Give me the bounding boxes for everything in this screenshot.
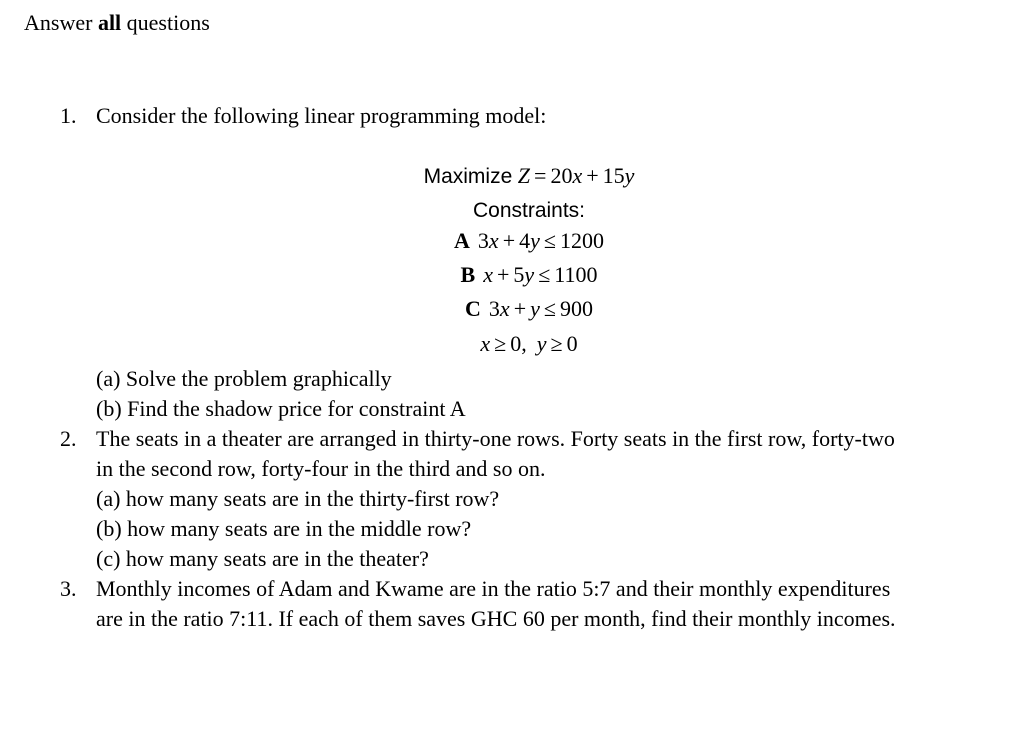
instruction-line bbox=[24, 12, 210, 34]
q2-part-b: (b) how many seats are in the middle row? bbox=[96, 516, 472, 541]
nonneg-v1: x bbox=[480, 331, 491, 356]
q2-number: 2. bbox=[60, 426, 77, 451]
q1-part-a: (a) Solve the problem graphically bbox=[96, 366, 392, 391]
constraint-c-c1: 3 bbox=[488, 296, 500, 321]
constraint-a bbox=[0, 230, 1024, 252]
constraint-c bbox=[0, 298, 1024, 320]
constraint-c-plus: + bbox=[513, 296, 527, 321]
constraint-c-v1: x bbox=[499, 296, 510, 321]
q3-line-1: Monthly incomes of Adam and Kwame are in the ratio 5:7 and their monthly expenditures bbox=[96, 576, 891, 601]
q1-number: 1. bbox=[60, 103, 77, 128]
q2-line-1: The seats in a theater are arranged in thirty-one rows. Forty seats in the first row, forty-two bbox=[96, 426, 895, 451]
nonneg-r2: 0 bbox=[566, 331, 578, 356]
objective-t1v: x bbox=[572, 163, 583, 188]
constraint-a-op: ≤ bbox=[543, 228, 556, 253]
instruction-bold: all bbox=[97, 10, 122, 35]
constraint-c-v2: y bbox=[530, 296, 540, 321]
constraint-b-rhs: 1100 bbox=[554, 262, 598, 287]
nonneg-op2: ≥ bbox=[550, 331, 563, 356]
objective-label: Maximize bbox=[423, 165, 513, 188]
constraint-c-rhs: 900 bbox=[559, 296, 593, 321]
constraint-a-v2: y bbox=[530, 228, 540, 253]
q1-part-b: (b) Find the shadow price for constraint A bbox=[96, 396, 466, 421]
q1-text: Consider the following linear programming model: bbox=[96, 103, 547, 128]
constraint-b bbox=[0, 264, 1024, 286]
objective-plus: + bbox=[586, 163, 599, 188]
constraints-heading: Constraints: bbox=[472, 199, 586, 222]
q2-line-2: in the second row, forty-four in the third and so on. bbox=[96, 456, 546, 481]
nonneg-op1: ≥ bbox=[494, 331, 507, 356]
nonnegativity bbox=[0, 333, 1024, 355]
q1-objective bbox=[0, 165, 1024, 187]
q2-part-a: (a) how many seats are in the thirty-first row? bbox=[96, 486, 500, 511]
objective-eq: = bbox=[534, 163, 547, 188]
constraint-b-v1: x bbox=[483, 262, 493, 287]
objective-var: Z bbox=[517, 163, 531, 188]
instruction-suffix: questions bbox=[126, 10, 210, 35]
constraint-b-op: ≤ bbox=[538, 262, 551, 287]
nonneg-v2: y bbox=[536, 331, 547, 356]
constraint-c-op: ≤ bbox=[543, 296, 556, 321]
objective-t2v: y bbox=[624, 163, 635, 188]
q2-part-c: (c) how many seats are in the theater? bbox=[96, 546, 429, 571]
constraint-b-v2: y bbox=[524, 262, 535, 287]
constraint-c-label: C bbox=[465, 296, 481, 321]
instruction-prefix: Answer bbox=[24, 10, 93, 35]
constraint-a-plus: + bbox=[502, 228, 516, 253]
constraint-b-c2: 5 bbox=[513, 262, 525, 287]
constraint-a-rhs: 1200 bbox=[559, 228, 604, 253]
constraint-a-v1: x bbox=[488, 228, 499, 253]
nonneg-r1: 0, bbox=[510, 331, 527, 356]
q3-line-2: are in the ratio 7:11. If each of them saves GHC 60 per month, find their monthly incomes. bbox=[96, 606, 896, 631]
constraint-a-c1: 3 bbox=[477, 228, 489, 253]
constraint-a-label: A bbox=[454, 228, 470, 253]
constraint-a-c2: 4 bbox=[519, 228, 531, 253]
q3-number: 3. bbox=[60, 576, 77, 601]
constraint-b-plus: + bbox=[497, 262, 510, 287]
constraint-b-label: B bbox=[460, 262, 476, 287]
objective-t2c: 15 bbox=[602, 163, 625, 188]
objective-t1c: 20 bbox=[550, 163, 573, 188]
